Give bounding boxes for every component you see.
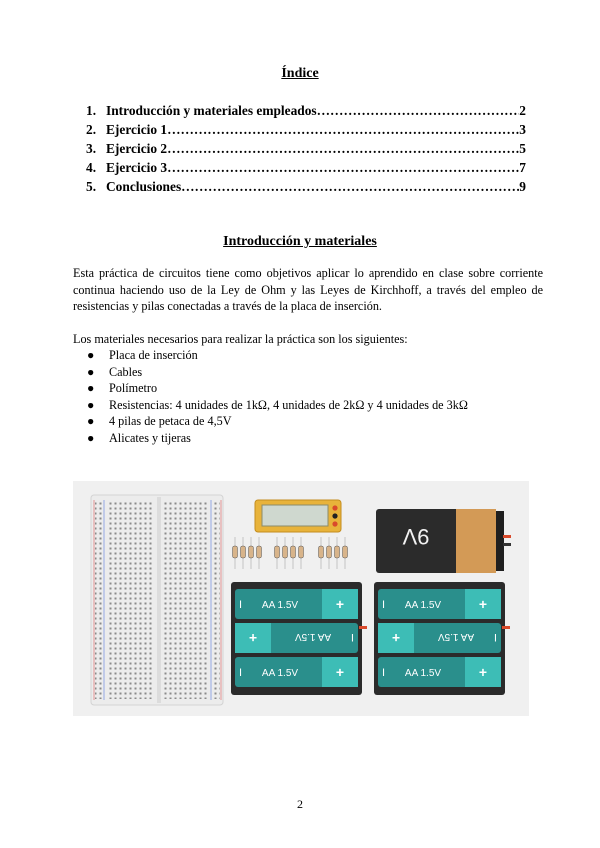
list-item-label: 4 pilas de petaca de 4,5V	[109, 414, 232, 428]
list-item	[87, 347, 468, 364]
bullet-icon: ●	[87, 430, 95, 445]
list-item	[87, 430, 468, 447]
svg-text:I: I	[350, 631, 354, 643]
resistors-icon	[233, 537, 348, 569]
toc-number: 4.	[86, 160, 97, 175]
svg-text:+: +	[478, 596, 488, 612]
svg-text:I: I	[382, 599, 386, 611]
svg-text:AA 1.5V: AA 1.5V	[404, 668, 442, 679]
table-of-contents	[86, 101, 526, 196]
svg-text:+: +	[335, 596, 345, 612]
toc-page: 5	[519, 141, 526, 156]
toc-number: 3.	[86, 141, 97, 156]
toc-item[interactable]	[86, 101, 526, 120]
battery-9v-icon	[376, 509, 511, 573]
list-item-label: Resistencias: 4 unidades de 1kΩ, 4 unidades de 2kΩ y 4 unidades de 3kΩ	[109, 397, 468, 412]
list-item-label: Placa de inserción	[109, 348, 198, 362]
index-title: Índice	[281, 66, 319, 81]
svg-text:AA 1.5V: AA 1.5V	[294, 631, 332, 642]
toc-leader	[167, 139, 519, 158]
toc-leader	[181, 177, 519, 196]
toc-leader	[167, 158, 519, 177]
page-number: 2	[297, 797, 303, 811]
aa-battery	[235, 657, 358, 687]
toc-number: 5.	[86, 179, 97, 194]
bullet-icon: ●	[87, 364, 95, 379]
toc-page: 3	[519, 122, 526, 137]
svg-text:AA 1.5V: AA 1.5V	[437, 631, 475, 642]
toc-page: 7	[519, 160, 526, 175]
toc-page: 2	[519, 103, 526, 118]
toc-item[interactable]	[86, 120, 526, 139]
toc-label: Conclusiones	[106, 179, 182, 194]
breadboard	[91, 495, 223, 705]
svg-text:I: I	[239, 667, 243, 679]
toc-item[interactable]	[86, 177, 526, 196]
aa-battery	[378, 623, 501, 653]
list-item	[87, 364, 468, 381]
bullet-icon: ●	[87, 348, 95, 362]
battery-holder	[374, 582, 510, 695]
toc-label: Ejercicio 2	[106, 141, 168, 156]
toc-leader	[317, 101, 520, 120]
aa-battery	[235, 623, 358, 653]
materials-illustration	[73, 481, 529, 716]
bullet-icon: ●	[87, 414, 95, 428]
svg-text:I: I	[382, 667, 386, 679]
toc-label: Ejercicio 1	[106, 122, 168, 137]
multimeter-icon	[255, 500, 341, 532]
toc-item[interactable]	[86, 139, 526, 158]
intro-paragraph: Esta práctica de circuitos tiene como objetivos aplicar lo aprendido en clase sobre corriente continua haciendo uso de la Ley de Ohm y las Leyes de Kirchhoff, a través del empleo de resistencias y pilas conectadas a través de la placa de inserción.	[73, 266, 543, 313]
list-item-label: Cables	[109, 364, 143, 379]
list-item	[87, 380, 468, 397]
materials-intro: Los materiales necesarios para realizar la práctica son los siguientes:	[73, 332, 408, 346]
list-item-label: Alicates y tijeras	[109, 430, 191, 445]
svg-text:+: +	[248, 630, 258, 646]
toc-number: 1.	[86, 103, 97, 118]
toc-page: 9	[519, 179, 526, 194]
bullet-icon: ●	[87, 381, 95, 395]
svg-text:AA 1.5V: AA 1.5V	[261, 600, 299, 611]
aa-battery	[235, 589, 358, 619]
battery-9v-label: 9V	[402, 524, 430, 549]
materials-figure	[73, 481, 529, 716]
toc-item[interactable]	[86, 158, 526, 177]
svg-text:+: +	[335, 664, 345, 680]
svg-text:I: I	[493, 631, 497, 643]
svg-text:+: +	[391, 630, 401, 646]
list-item	[87, 413, 468, 430]
aa-battery	[378, 589, 501, 619]
list-item	[87, 397, 468, 414]
materials-list	[87, 347, 468, 446]
battery-holder	[231, 582, 367, 695]
list-item-label: Polímetro	[109, 381, 158, 395]
aa-battery	[378, 657, 501, 687]
bullet-icon: ●	[87, 397, 95, 412]
toc-number: 2.	[86, 122, 97, 137]
svg-text:AA 1.5V: AA 1.5V	[261, 668, 299, 679]
svg-text:+: +	[478, 664, 488, 680]
svg-text:AA 1.5V: AA 1.5V	[404, 600, 442, 611]
svg-text:I: I	[239, 599, 243, 611]
toc-label: Introducción y materiales empleados	[106, 103, 317, 118]
section-title: Introducción y materiales	[223, 234, 377, 249]
toc-leader	[167, 120, 519, 139]
toc-label: Ejercicio 3	[106, 160, 168, 175]
